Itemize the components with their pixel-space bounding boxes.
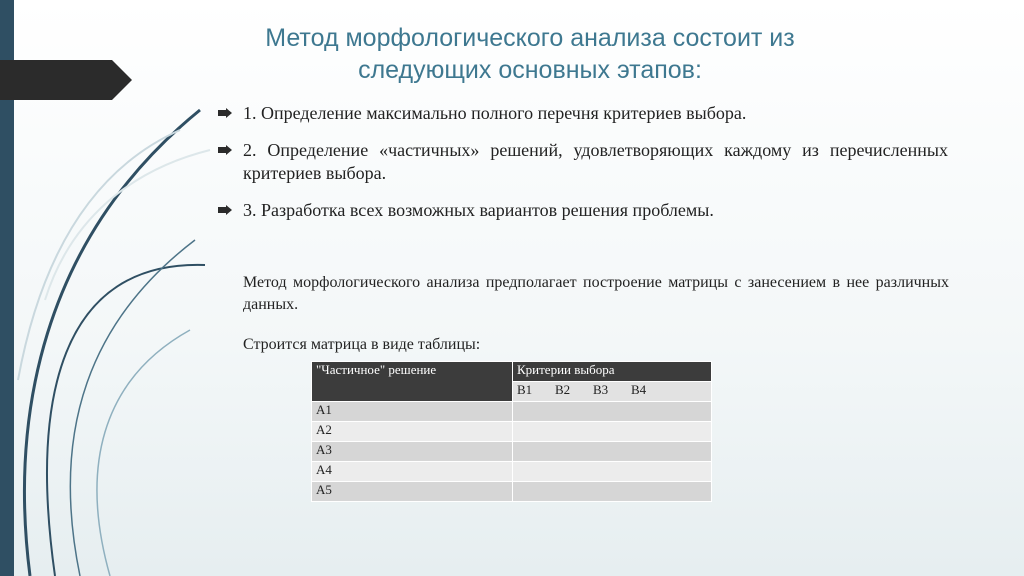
row-value-cell xyxy=(513,462,712,482)
row-value-cell xyxy=(513,422,712,442)
row-label: А4 xyxy=(312,462,513,482)
arrow-bullet-icon xyxy=(218,205,232,215)
header-criteria: Критерии выбора xyxy=(513,362,712,382)
bullet-item xyxy=(218,102,948,125)
title-arrow-shape xyxy=(0,60,132,100)
criterion-label: В3 xyxy=(593,382,609,397)
bullet-item xyxy=(218,199,948,222)
slide-title: Метод морфологического анализа состоит из следующих основных этапов: xyxy=(265,24,795,84)
table-header-row xyxy=(312,362,712,382)
row-value-cell xyxy=(513,482,712,502)
criterion-label: В2 xyxy=(555,382,571,397)
description-paragraph: Метод морфологического анализа предполагает построение матрицы с занесением в нее различных данных. xyxy=(243,274,949,313)
row-label: А1 xyxy=(312,402,513,422)
bullet-item xyxy=(218,139,948,185)
header-partial-solution: "Частичное" решение xyxy=(312,362,513,402)
bullet-text: 3. Разработка всех возможных вариантов решения проблемы. xyxy=(243,200,714,220)
row-label: А2 xyxy=(312,422,513,442)
table-row xyxy=(312,482,712,502)
table-row xyxy=(312,402,712,422)
criteria-cell xyxy=(513,382,712,402)
morphological-matrix-table xyxy=(311,361,712,502)
row-value-cell xyxy=(513,442,712,462)
bullet-text: 2. Определение «частичных» решений, удовлетворяющих каждому из перечисленных критериев выбора. xyxy=(243,140,948,183)
row-value-cell xyxy=(513,402,712,422)
row-label: А5 xyxy=(312,482,513,502)
table-row xyxy=(312,442,712,462)
row-label: А3 xyxy=(312,442,513,462)
criterion-label: В1 xyxy=(517,382,533,397)
bullet-list xyxy=(218,102,948,236)
arrow-bullet-icon xyxy=(218,145,232,155)
table-row xyxy=(312,422,712,442)
table-row xyxy=(312,462,712,482)
criterion-label: В4 xyxy=(631,382,647,397)
table-intro-paragraph: Строится матрица в виде таблицы: xyxy=(243,336,481,353)
bullet-text: 1. Определение максимально полного перечня критериев выбора. xyxy=(243,103,747,123)
arrow-bullet-icon xyxy=(218,108,232,118)
